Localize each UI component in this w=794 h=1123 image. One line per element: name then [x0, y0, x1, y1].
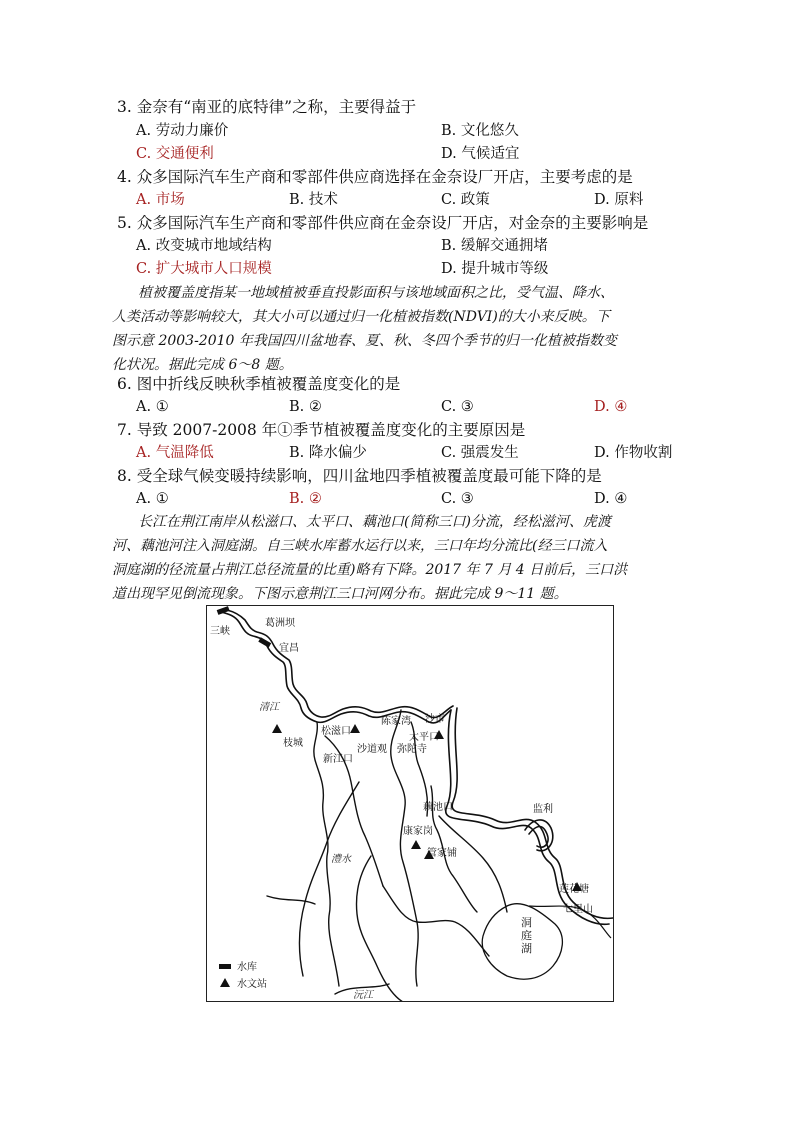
q6-option-c: C. ③	[441, 399, 474, 415]
q3-stem: 3. 金奈有“南亚的底特律”之称，主要得益于	[117, 98, 417, 116]
q8-option-c: C. ③	[441, 491, 474, 507]
label-guanjiapu: 管家铺	[427, 848, 457, 859]
label-dongting-1: 洞	[521, 916, 532, 929]
label-lianhuatang: 莲花塘	[559, 884, 589, 895]
q7-stem: 7. 导致 2007-2008 年①季节植被覆盖度变化的主要原因是	[117, 421, 526, 439]
label-mituosi: 弥陀寺	[397, 744, 427, 755]
q7-option-b: B. 降水偏少	[289, 445, 367, 461]
q4-option-b: B. 技术	[289, 192, 338, 208]
label-shashi: 沙市	[425, 714, 445, 725]
q6-option-a: A. ①	[136, 399, 169, 415]
lishui-river	[267, 896, 315, 904]
q8-option-a: A. ①	[136, 491, 169, 507]
map-svg	[207, 606, 614, 1002]
q5-option-c-answer: C. 扩大城市人口规模	[136, 261, 272, 277]
q4-option-d: D. 原料	[594, 192, 644, 208]
label-taipingkou: 太平口	[409, 732, 439, 743]
passage-jingjiang-line: 洞庭湖的径流量占荆江总径流量的比重)略有下降。2017 年 7 月 4 日前后，三口洪	[112, 562, 628, 578]
passage-ndvi-line: 化状况。据此完成 6～8 题。	[112, 357, 293, 373]
q3-option-a: A. 劳动力廉价	[136, 123, 229, 139]
q4-option-a-answer: A. 市场	[136, 192, 185, 208]
station-icon	[350, 724, 360, 733]
q5-option-a: A. 改变城市地域结构	[136, 238, 272, 254]
label-songzikou: 松滋口	[321, 726, 351, 737]
q8-option-d: D. ④	[594, 491, 628, 507]
label-dongting-2: 庭	[521, 929, 532, 942]
label-zhicheng: 枝城	[283, 738, 303, 749]
q7-option-a-answer: A. 气温降低	[136, 445, 214, 461]
label-oudikou: 藕池口	[423, 802, 453, 813]
passage-ndvi-line: 人类活动等影响较大，其大小可以通过归一化植被指数(NDVI)的大小来反映。下	[112, 309, 610, 325]
label-jianli: 监利	[533, 804, 553, 815]
jingjiang-river-network-map	[206, 605, 614, 1002]
legend-station-label: 水文站	[237, 979, 267, 990]
label-lishui: 澧水	[331, 854, 351, 865]
label-yichang: 宜昌	[279, 643, 299, 654]
q3-option-c-answer: C. 交通便利	[136, 146, 214, 162]
passage-jingjiang-line: 长江在荆江南岸从松滋口、太平口、藕池口(简称三口)分流，经松滋河、虎渡	[138, 514, 611, 530]
ouchi-river	[439, 816, 507, 912]
connector	[383, 886, 489, 956]
q3-option-d: D. 气候适宜	[441, 146, 520, 162]
q5-option-b: B. 缓解交通拥堵	[441, 238, 548, 254]
label-chenjiawan: 陈家湾	[381, 716, 411, 727]
station-icon	[272, 724, 282, 733]
west-branch	[299, 782, 359, 976]
label-sanxia: 三峡	[210, 626, 230, 637]
q5-stem: 5. 众多国际汽车生产商和零部件供应商在金奈设厂开店，对金奈的主要影响是	[117, 214, 649, 232]
label-gezhouba: 葛洲坝	[265, 618, 295, 629]
q7-option-d: D. 作物收割	[594, 445, 673, 461]
q4-stem: 4. 众多国际汽车生产商和零部件供应商选择在金奈设厂开店，主要考虑的是	[117, 168, 633, 186]
station-icon	[411, 840, 421, 849]
label-dongting-3: 湖	[521, 942, 532, 955]
label-xinjiangkou: 新江口	[323, 754, 353, 765]
yangtze-river	[221, 612, 451, 723]
label-shadaoguan: 沙道观	[357, 744, 387, 755]
q6-option-b: B. ②	[289, 399, 322, 415]
passage-jingjiang-line: 道出现罕见倒流现象。下图示意荆江三口河网分布。据此完成 9～11 题。	[112, 586, 568, 602]
connector	[416, 922, 418, 986]
q6-stem: 6. 图中折线反映秋季植被覆盖度变化的是	[117, 375, 401, 393]
label-qingjiang: 清江	[259, 702, 279, 713]
q8-stem: 8. 受全球气候变暖持续影响，四川盆地四季植被覆盖度最可能下降的是	[117, 467, 602, 485]
q5-option-d: D. 提升城市等级	[441, 261, 549, 277]
q4-option-c: C. 政策	[441, 192, 490, 208]
label-yuanjiang: 沅江	[353, 990, 373, 1001]
passage-ndvi	[112, 281, 686, 377]
label-kangjiagang: 康家岗	[403, 826, 433, 837]
passage-jingjiang	[112, 510, 686, 606]
legend-reservoir-icon	[219, 964, 231, 969]
legend-reservoir-label: 水库	[237, 962, 257, 973]
passage-ndvi-line: 图示意 2003-2010 年我国四川盆地春、夏、秋、冬四个季节的归一化植被指数变	[112, 333, 617, 349]
q7-option-c: C. 强震发生	[441, 445, 519, 461]
legend-station-icon	[220, 978, 230, 987]
q3-option-b: B. 文化悠久	[441, 123, 519, 139]
q6-option-d-answer: D. ④	[594, 399, 628, 415]
label-qilishan: 七里山	[563, 904, 593, 915]
q8-option-b-answer: B. ②	[289, 491, 322, 507]
passage-jingjiang-line: 河、藕池河注入洞庭湖。自三峡水库蓄水运行以来，三口年均分流比(经三口流入	[112, 538, 608, 554]
passage-ndvi-line: 植被覆盖度指某一地域植被垂直投影面积与该地域面积之比，受气温、降水、	[138, 285, 614, 301]
